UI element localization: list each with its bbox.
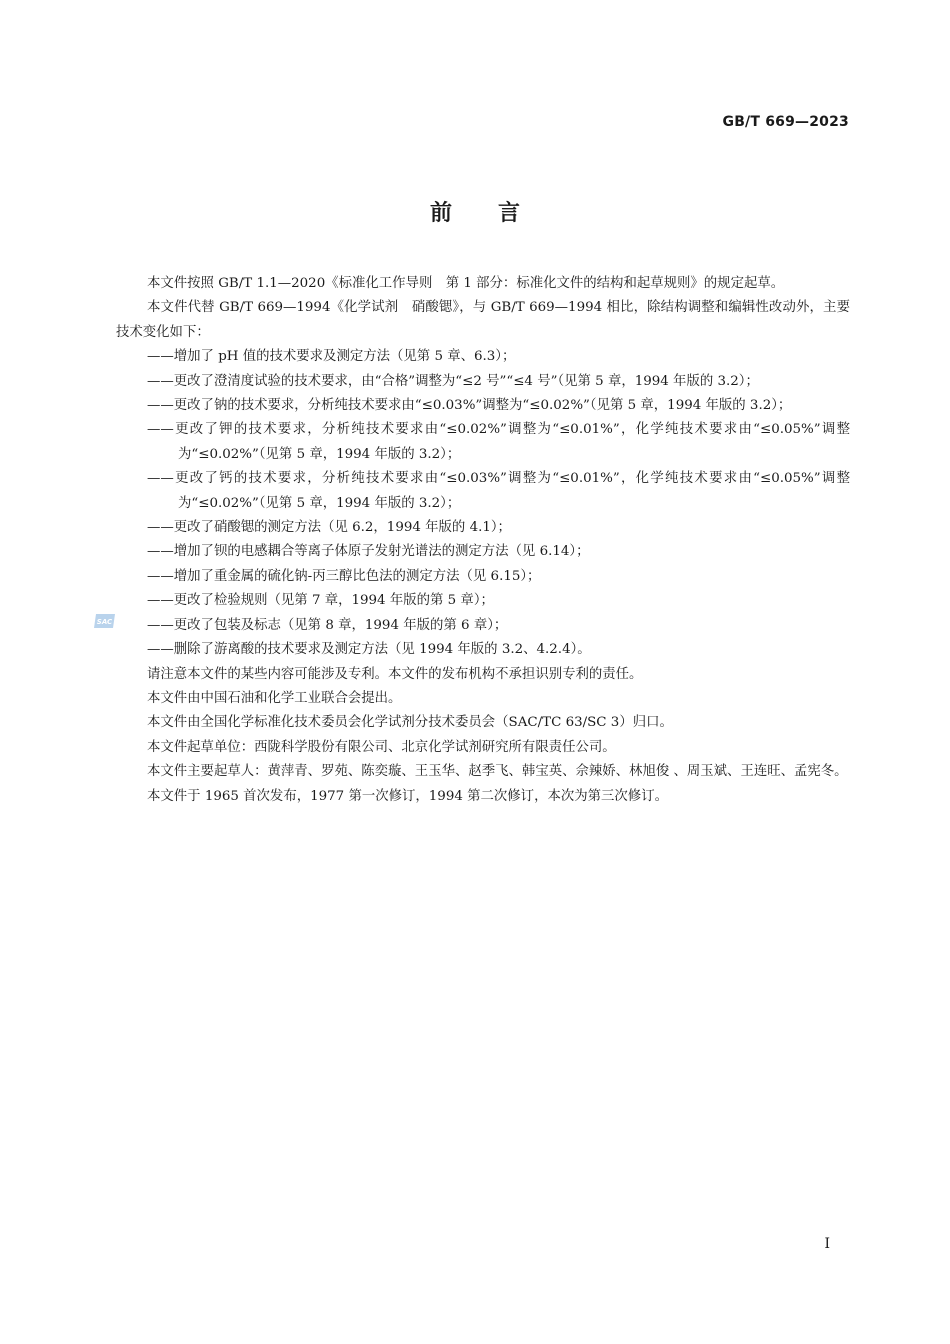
committee-paragraph: 本文件由全国化学标准化技术委员会化学试剂分技术委员会（SAC/TC 63/SC 3）归口。 (147, 715, 673, 731)
change-item: ——更改了钠的技术要求，分析纯技术要求由“≤0.03%”调整为“≤0.02%”（见第 5 章，1994 年版的 3.2）； (147, 398, 792, 414)
header-code: GB/T 669—2023 (722, 114, 849, 130)
change-item: ——更改了硝酸锶的测定方法（见 6.2，1994 年版的 4.1）； (147, 520, 511, 536)
proposer-paragraph: 本文件由中国石油和化学工业联合会提出。 (147, 690, 402, 706)
change-item: ——更改了检验规则（见第 7 章，1994 年版的第 5 章）； (147, 593, 494, 609)
history-paragraph: 本文件于 1965 首次发布，1977 第一次修订，1994 第二次修订，本次为第三次修订。 (147, 788, 668, 804)
change-item: ——增加了 pH 值的技术要求及测定方法（见第 5 章、6.3）； (147, 349, 516, 365)
change-item: ——增加了钡的电感耦合等离子体原子发射光谱法的测定方法（见 6.14）； (147, 544, 590, 560)
intro-paragraph-2: 本文件代替 GB/T 669—1994《化学试剂 硝酸锶》，与 GB/T 669—1994 相比，除结构调整和编辑性改动外，主要技术变化如下： (116, 300, 850, 340)
foreword-body (116, 272, 850, 809)
change-item: ——更改了钙的技术要求，分析纯技术要求由“≤0.03%”调整为“≤0.01%”，化学纯技术要求由“≤0.05%”调整为“≤0.02%”（见第 5 章，1994 年版的 3.2）； (147, 471, 850, 511)
change-item: ——删除了游离酸的技术要求及测定方法（见 1994 年版的 3.2、4.2.4）。 (147, 642, 591, 658)
change-item: ——增加了重金属的硫化钠-丙三醇比色法的测定方法（见 6.15）； (147, 568, 541, 584)
watermark-logo (93, 612, 117, 630)
change-item: ——更改了钾的技术要求，分析纯技术要求由“≤0.02%”调整为“≤0.01%”，化学纯技术要求由“≤0.05%”调整为“≤0.02%”（见第 5 章，1994 年版的 3.2）； (147, 422, 850, 462)
intro-paragraph-1: 本文件按照 GB/T 1.1—2020《标准化工作导则 第 1 部分：标准化文件的结构和起草规则》的规定起草。 (147, 276, 785, 291)
drafters-paragraph: 本文件主要起草人：黄萍青、罗苑、陈奕璇、王玉华、赵季飞、韩宝英、佘辣娇、林旭俊 、周玉斌、王连旺、孟宪冬。 (147, 764, 848, 780)
change-item: ——更改了包装及标志（见第 8 章，1994 年版的第 6 章）； (147, 617, 508, 633)
patent-notice: 请注意本文件的某些内容可能涉及专利。本文件的发布机构不承担识别专利的责任。 (147, 666, 643, 682)
watermark-text: SAC (96, 618, 113, 626)
page-number: I (824, 1236, 830, 1252)
page-title: 前言 (429, 201, 566, 226)
drafting-units-paragraph: 本文件起草单位：西陇科学股份有限公司、北京化学试剂研究所有限责任公司。 (147, 739, 616, 755)
change-item: ——更改了澄清度试验的技术要求，由“合格”调整为“≤2 号”“≤4 号”（见第 5 章，1994 年版的 3.2）； (147, 373, 759, 389)
